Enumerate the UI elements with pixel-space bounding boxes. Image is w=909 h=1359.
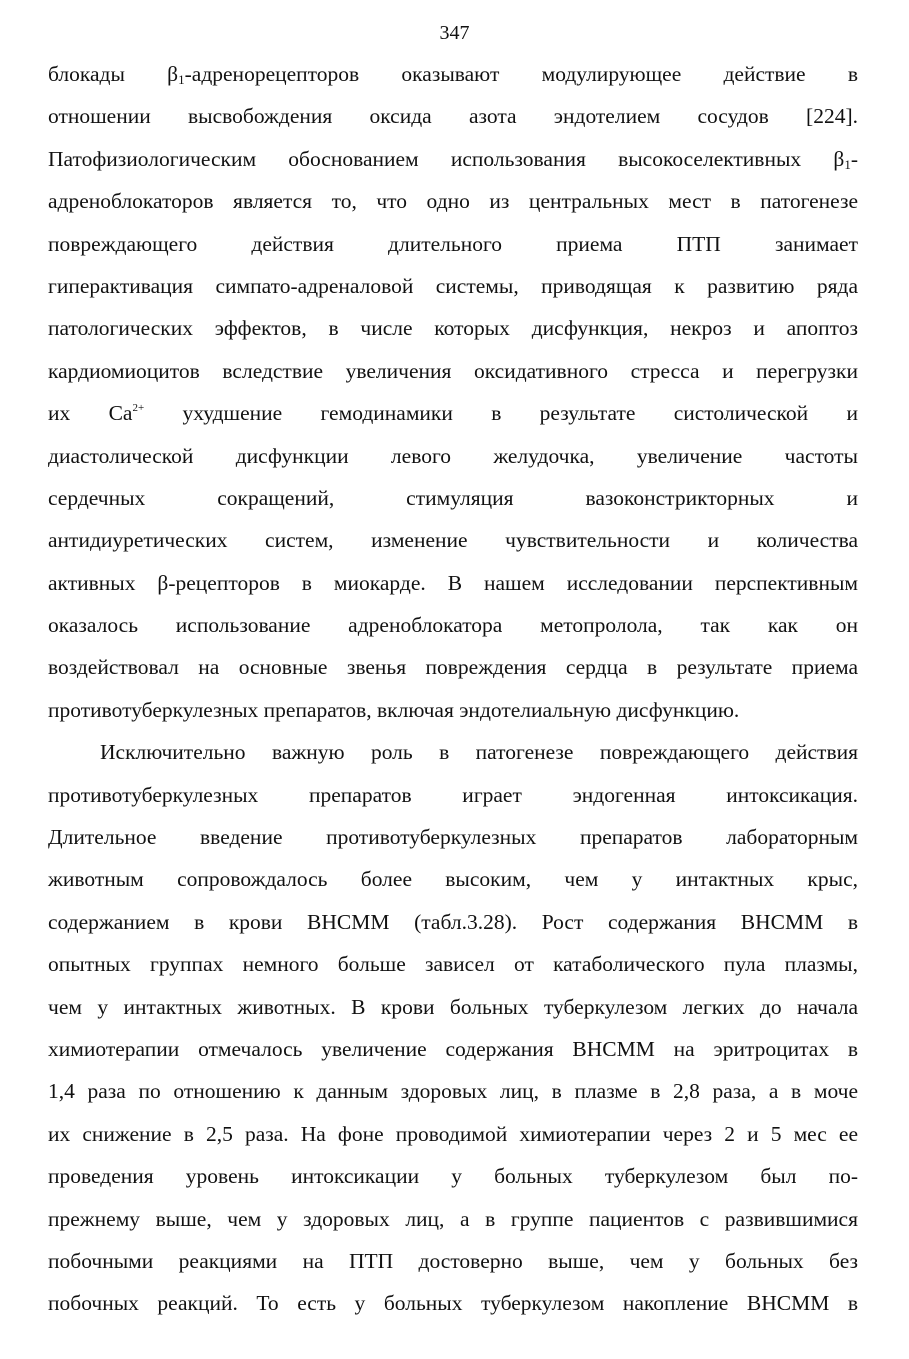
text-line: воздействовал на основные звенья повреждения сердца в результате приема [48,655,858,680]
text-line: опытных группах немного больше зависел от катаболического пула плазмы, [48,952,858,977]
text-line: чем у интактных животных. В крови больных туберкулезом легких до начала [48,994,858,1019]
body-text [48,53,858,1325]
text-line: их $Ca^{2+}$ ухудшение гемодинамики в результате систолической и [48,401,858,426]
text-line: сердечных сокращений, стимуляция вазоконстрикторных и [48,485,858,510]
text-line: побочными реакциями на ПТП достоверно выше, чем у больных без [48,1248,858,1273]
paragraph-end-line: противотуберкулезных препаратов, включая эндотелиальную дисфункцию. [48,697,740,722]
text-line: проведения уровень интоксикации у больных туберкулезом был по- [48,1164,858,1189]
text-line: антидиуретических систем, изменение чувствительности и количества [48,528,858,553]
text-line: их снижение в 2,5 раза. На фоне проводимой химиотерапии через 2 и 5 мес ее [48,1121,858,1146]
text-line: побочных реакций. То есть у больных туберкулезом накопление ВНСММ в [48,1291,858,1316]
text-line: адреноблокаторов является то, что одно из центральных мест в патогенезе [48,189,858,214]
text-line: кардиомиоцитов вследствие увеличения оксидативного стресса и перегрузки [48,358,858,383]
text-line: животным сопровождалось более высоким, чем у интактных крыс, [48,867,858,892]
text-line: противотуберкулезных препаратов играет эндогенная интоксикация. [48,782,858,807]
text-line: 1,4 раза по отношению к данным здоровых лиц, в плазме в 2,8 раза, а в моче [48,1079,858,1104]
text-line: повреждающего действия длительного приема ПТП занимает [48,231,858,256]
text-line: диастолической дисфункции левого желудочка, увеличение частоты [48,443,858,468]
text-line: гиперактивация симпато-адреналовой системы, приводящая к развитию ряда [48,273,858,298]
text-line: Длительное введение противотуберкулезных препаратов лабораторным [48,825,858,850]
text-line: химиотерапии отмечалось увеличение содержания ВНСММ на эритроцитах в [48,1036,858,1061]
text-line: прежнему выше, чем у здоровых лиц, а в группе пациентов с развившимися [48,1206,858,1231]
text-line: блокады $\beta_1$-адренорецепторов оказывают модулирующее действие в [48,62,858,87]
text-line: содержанием в крови ВНСММ (табл.3.28). Рост содержания ВНСММ в [48,909,858,934]
paragraph-start-line: Исключительно важную роль в патогенезе повреждающего действия [100,740,858,765]
text-line: отношении высвобождения оксида азота эндотелием сосудов [224]. [48,104,858,129]
text-line: Патофизиологическим обоснованием использования высокоселективных $\beta_1-$ [48,146,858,172]
text-line: оказалось использование адреноблокатора метопролола, так как он [48,613,858,638]
text-line: активных β-рецепторов в миокарде. В нашем исследовании перспективным [48,570,858,595]
page-number: 347 [439,22,470,44]
text-line: патологических эффектов, в числе которых дисфункция, некроз и апоптоз [48,316,858,341]
